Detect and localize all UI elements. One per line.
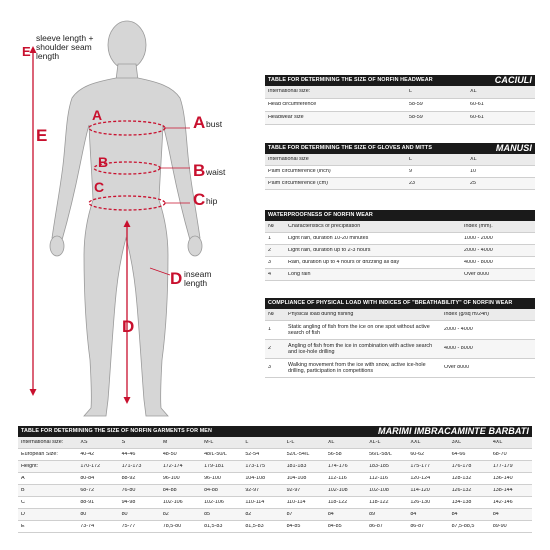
row-label: European Size: (21, 451, 58, 457)
table-row: International size: L XL (265, 86, 535, 99)
sleeve-note: sleeve length + shoulder seam length (36, 33, 94, 61)
size-cell: 88-92 (121, 475, 136, 481)
label-b: B (193, 161, 206, 180)
size-cell: 84-85 (327, 523, 342, 529)
size-cell: 76-80 (121, 487, 136, 493)
size-cell: XL-L (369, 439, 381, 445)
size-cell: 48/L-50/L (204, 451, 227, 457)
measurement-figure (0, 0, 250, 425)
size-cell: 126-130 (410, 499, 431, 505)
size-cell: 118-122 (369, 499, 389, 505)
size-cell: 110-114 (286, 499, 306, 505)
table-row: 4 Long rain Over 8000 (265, 269, 535, 281)
garments-table (18, 426, 532, 533)
label-a-text: bust (206, 119, 223, 129)
table-row: Head circumference 58-59 60-61 (265, 99, 535, 112)
table-row (18, 461, 532, 473)
size-cell: 86-87 (369, 523, 383, 529)
size-cell: 4XL (492, 439, 503, 445)
gloves-title: TABLE FOR DETERMINING THE SIZE OF GLOVES AND MITTS (268, 144, 433, 151)
label-c-text: hip (206, 196, 218, 206)
size-cell: 60-62 (410, 451, 425, 457)
size-cell: 176-178 (451, 463, 472, 469)
table-row: 3 Walking movement from the ice with snow, active ice-hole drilling, participation in competitions Over 8000 (265, 359, 535, 378)
size-cell: M (162, 439, 168, 445)
size-cell: 82 (245, 511, 252, 517)
size-cell: 110-114 (245, 499, 265, 505)
size-cell: L (245, 439, 249, 445)
size-cell: 78,5-80 (162, 523, 182, 529)
table-row: Palm circumference (inch) 9 10 (265, 166, 535, 178)
size-cell: 96-100 (162, 475, 180, 481)
size-cell: 88-91 (80, 499, 95, 505)
table-row: 2 Angling of fish from the ice in combination with active search and ice-hole drilling 4000 - 8000 (265, 340, 535, 359)
size-cell: 84 (327, 511, 334, 517)
table-row (18, 521, 532, 533)
size-cell: 68-72 (80, 487, 95, 493)
size-cell: 112-116 (369, 475, 389, 481)
size-cell: 96-100 (204, 475, 221, 481)
row-label: Height: (21, 463, 39, 469)
size-cell: 179-181 (204, 463, 224, 469)
row-label: B (21, 487, 25, 493)
size-cell: M-L (204, 439, 214, 445)
size-cell: 114-120 (410, 487, 430, 493)
table-row: 1 Static angling of fish from the ice on one spot without active search of fish 2000 - 4000 (265, 321, 535, 340)
size-cell: 102-108 (327, 487, 348, 493)
headwear-table (265, 75, 535, 125)
size-cell: 92-97 (286, 487, 301, 493)
size-cell: 181-183 (286, 463, 307, 469)
label-a: A (193, 113, 206, 132)
table-row (18, 449, 532, 461)
size-cell: 84-85 (286, 523, 301, 529)
size-cell: 174-176 (327, 463, 348, 469)
size-cell: 64-66 (451, 451, 466, 457)
headwear-brand: CACIULI (494, 75, 532, 85)
size-cell: XXL (410, 439, 421, 445)
row-label: E (21, 523, 25, 529)
size-cell: XS (80, 439, 88, 445)
garments-brand: MARIMI IMBRACAMINTE BARBATI (377, 426, 529, 436)
size-cell: 84 (451, 511, 458, 517)
row-label: A (21, 475, 25, 481)
size-cell: 102-106 (204, 499, 224, 505)
size-cell: 92-97 (245, 487, 260, 493)
table-row: International size L XL (265, 154, 535, 166)
size-cell: 81,5-83 (245, 523, 264, 529)
size-cell: 102-106 (162, 499, 183, 505)
size-cell: 56/L-58/L (369, 451, 392, 457)
size-cell: 44-46 (121, 451, 136, 457)
table-row: 3 Rain, duration up to 4 hours or drizzling all day 4000 - 8000 (265, 257, 535, 269)
table-row: № Physical load during fishing Index (g/sq m/24h) (265, 309, 535, 321)
size-cell: 75-77 (121, 523, 136, 529)
size-cell: 112-116 (327, 475, 347, 481)
label-d-side: D (170, 269, 183, 288)
table-row: 1 Light rain, duration 10-20 minutes 1000 - 2000 (265, 233, 535, 245)
row-label: International size: (21, 439, 64, 445)
label-b-body: B (98, 154, 109, 170)
size-cell: 3XL (451, 439, 462, 445)
gloves-table (265, 143, 535, 190)
label-b-text: waist (206, 167, 226, 177)
label-a-body: A (92, 107, 103, 123)
size-cell: 104-108 (245, 475, 266, 481)
breath-title: COMPLIANCE OF PHYSICAL LOAD WITH INDICES OF "BREATHABILITY" OF NORFIN WEAR (268, 299, 513, 306)
size-cell: 73-74 (80, 523, 95, 529)
size-cell: 120-124 (410, 475, 431, 481)
waterproof-table (265, 210, 535, 281)
size-cell: 80-84 (80, 475, 95, 481)
label-c: C (193, 190, 206, 209)
table-row: Headwear size 58-59 60-61 (265, 112, 535, 125)
row-label: C (21, 499, 25, 505)
size-cell: S (121, 439, 126, 445)
table-row (18, 437, 532, 449)
size-cell: XL (327, 439, 335, 445)
table-row (18, 485, 532, 497)
size-cell: 172-174 (162, 463, 183, 469)
size-cell: 48-50 (162, 451, 177, 457)
size-cell: 40-42 (80, 451, 95, 457)
size-cell: 52/L-54/L (286, 451, 310, 457)
size-cell: 102-108 (369, 487, 389, 493)
size-cell: 177-179 (492, 463, 513, 469)
size-cell: 104-108 (286, 475, 307, 481)
size-cell: 85 (204, 511, 211, 517)
size-cell: 82 (162, 511, 169, 517)
gloves-brand: MANUSI (495, 143, 532, 153)
size-cell: 175-177 (410, 463, 431, 469)
size-cell: 80 (121, 511, 128, 517)
label-e-big: E (36, 126, 48, 145)
size-cell: 171-173 (121, 463, 142, 469)
label-c-body: C (94, 179, 105, 195)
size-cell: 68-70 (492, 451, 507, 457)
size-cell: 81,5-83 (204, 523, 223, 529)
table-row: Palm circumference (cm) 23 25 (265, 178, 535, 190)
size-cell: 89-90 (492, 523, 507, 529)
size-cell: 138-144 (492, 487, 513, 493)
size-cell: 84 (410, 511, 417, 517)
size-cell: 94-98 (121, 499, 136, 505)
size-cell: 126-132 (451, 487, 472, 493)
size-cell: 52-54 (245, 451, 260, 457)
size-cell: 56-58 (327, 451, 342, 457)
table-row (18, 509, 532, 521)
size-cell: 84 (492, 511, 499, 517)
size-cell: 183-185 (369, 463, 389, 469)
size-cell: 128-132 (451, 475, 472, 481)
table-row: 2 Light rain, duration up to 2-3 hours 2000 - 4000 (265, 245, 535, 257)
label-d-body: D (122, 317, 135, 336)
size-cell: 87,5-88,5 (451, 523, 475, 529)
size-cell: 86-87 (410, 523, 425, 529)
size-cell: 118-122 (327, 499, 348, 505)
garments-title: TABLE FOR DETERMINING THE SIZE OF NORFIN GARMENTS FOR MEN (21, 427, 212, 434)
body-silhouette (0, 0, 250, 425)
size-cell: 84-88 (204, 487, 218, 493)
size-cell: 84-88 (162, 487, 177, 493)
size-cell: 80 (80, 511, 87, 517)
size-cell: 170-172 (80, 463, 101, 469)
size-cell: L-L (286, 439, 295, 445)
label-d-text: inseam length (184, 269, 212, 288)
headwear-title: TABLE FOR DETERMINING THE SIZE OF NORFIN HEADWEAR (268, 76, 433, 83)
breathability-table (265, 298, 535, 378)
label-e-small: E (22, 44, 31, 59)
row-label: D (21, 511, 25, 517)
size-cell: 142-146 (492, 499, 513, 505)
waterproof-title: WATERPROOFNESS OF NORFIN WEAR (268, 211, 373, 218)
size-cell: 134-138 (451, 499, 472, 505)
size-cell: 136-140 (492, 475, 513, 481)
table-row (18, 497, 532, 509)
size-cell: 89 (369, 511, 376, 517)
table-row (18, 473, 532, 485)
size-cell: 173-175 (245, 463, 266, 469)
size-cell: 87 (286, 511, 293, 517)
table-row: № Characteristics of precipitation Index (mm). (265, 221, 535, 233)
